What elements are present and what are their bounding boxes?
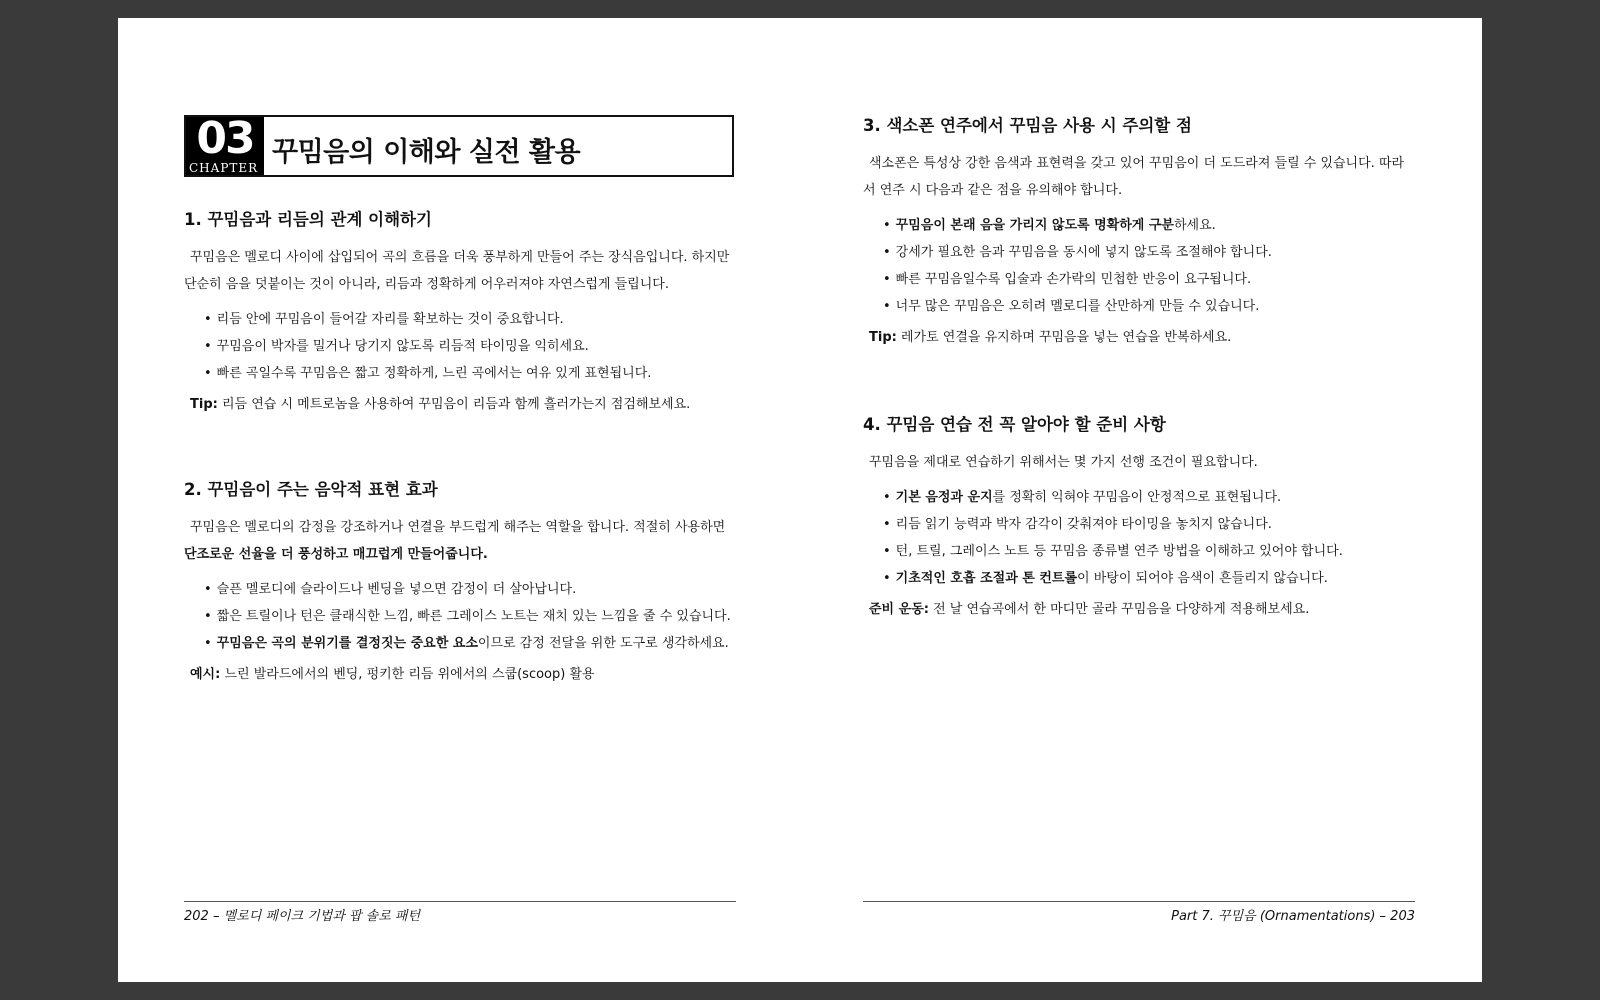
item-emphasis: 기초적인 호흡 조절과 톤 컨트롤 (895, 571, 1078, 586)
paragraph-emphasis: 단조로운 선율을 더 풍성하고 매끄럽게 만들어줍니다. (184, 547, 488, 562)
example-text: 느린 발라드에서의 벤딩, 펑키한 리듬 위에서의 스쿱(scoop) 활용 (220, 667, 595, 682)
item-text: 이 바탕이 되어야 음색이 흔들리지 않습니다. (1077, 571, 1328, 586)
list-item: • 꾸밈음이 박자를 밀거나 당기지 않도록 리듬적 타이밍을 익히세요. (204, 333, 736, 360)
example-label: 예시: (190, 667, 221, 682)
tip-text: 레가토 연결을 유지하며 꾸밈음을 넣는 연습을 반복하세요. (896, 330, 1232, 345)
bullet-list (863, 212, 1415, 320)
book-spread (118, 18, 1482, 982)
list-item: • 너무 많은 꾸밈음은 오히려 멜로디를 산만하게 만들 수 있습니다. (883, 293, 1415, 320)
prep-label: 준비 운동: (869, 602, 929, 617)
list-item: • 리듬 안에 꾸밈음이 들어갈 자리를 확보하는 것이 중요합니다. (204, 306, 736, 333)
footer-divider (863, 901, 1415, 902)
bullet-list (184, 576, 736, 657)
section-heading: 3. 색소폰 연주에서 꾸밈음 사용 시 주의할 점 (863, 116, 1192, 135)
bullet-list (184, 306, 736, 387)
list-item (883, 565, 1415, 592)
item-emphasis: 기본 음정과 운지 (895, 490, 993, 505)
tip-label: Tip: (190, 397, 218, 412)
section-heading: 1. 꾸밈음과 리듬의 관계 이해하기 (184, 210, 432, 229)
prep-text: 전 날 연습곡에서 한 마디만 골라 꾸밈음을 다양하게 적용해보세요. (928, 602, 1310, 617)
page-footer-left: 202 – 멜로디 페이크 기법과 팝 솔로 패턴 (184, 909, 421, 924)
section-heading: 4. 꾸밈음 연습 전 꼭 알아야 할 준비 사항 (863, 415, 1166, 434)
list-item: • 리듬 읽기 능력과 박자 감각이 갖춰져야 타이밍을 놓치지 않습니다. (883, 511, 1415, 538)
list-item: • 슬픈 멜로디에 슬라이드나 벤딩을 넣으면 감정이 더 살아납니다. (204, 576, 736, 603)
list-item: • 빠른 꾸밈음일수록 입술과 손가락의 민첩한 반응이 요구됩니다. (883, 266, 1415, 293)
item-text: 하세요. (1174, 218, 1216, 233)
section-4 (863, 411, 1415, 623)
item-emphasis: 꾸밈음은 곡의 분위기를 결정짓는 중요한 요소 (216, 636, 478, 651)
section-3 (863, 112, 1415, 351)
item-text: 를 정확히 익혀야 꾸밈음이 안정적으로 표현됩니다. (992, 490, 1282, 505)
list-item (883, 212, 1415, 239)
tip-label: Tip: (869, 330, 897, 345)
tip-text: 리듬 연습 시 메트로놈을 사용하여 꾸밈음이 리듬과 함께 흘러가는지 점검해보세요. (217, 397, 691, 412)
list-item: • 턴, 트릴, 그레이스 노트 등 꾸밈음 종류별 연주 방법을 이해하고 있어야 합니다. (883, 538, 1415, 565)
list-item: • 강세가 필요한 음과 꾸밈음을 동시에 넣지 않도록 조절해야 합니다. (883, 239, 1415, 266)
list-item: • 빠른 곡일수록 꾸밈음은 짧고 정확하게, 느린 곡에서는 여유 있게 표현됩니다. (204, 360, 736, 387)
chapter-badge (186, 113, 264, 175)
page-footer-right: Part 7. 꾸밈음 (Ornamentations) – 203 (1171, 909, 1415, 924)
section-paragraph: 색소폰은 특성상 강한 음색과 표현력을 갖고 있어 꾸밈음이 더 도드라져 들릴 수 있습니다. 따라서 연주 시 다음과 같은 점을 유의해야 합니다. (863, 156, 1405, 198)
section-2 (184, 476, 736, 688)
tip-line (190, 391, 736, 418)
section-1 (184, 206, 736, 418)
bullet-list (863, 484, 1415, 592)
list-item (883, 484, 1415, 511)
chapter-label: CHAPTER (189, 161, 259, 175)
chapter-header (184, 115, 734, 177)
chapter-title: 꾸밈음의 이해와 실전 활용 (272, 137, 581, 168)
section-heading: 2. 꾸밈음이 주는 음악적 표현 효과 (184, 480, 438, 499)
section-paragraph (184, 514, 736, 568)
tip-line (869, 324, 1415, 351)
prep-line (869, 596, 1415, 623)
item-text: 이므로 감정 전달을 위한 도구로 생각하세요. (477, 636, 729, 651)
item-emphasis: 꾸밈음이 본래 음을 가리지 않도록 명확하게 구분 (895, 218, 1174, 233)
chapter-number: 03 (196, 113, 254, 164)
section-paragraph: 꾸밈음은 멜로디 사이에 삽입되어 곡의 흐름을 더욱 풍부하게 만들어 주는 장식음입니다. 하지만 단순히 음을 덧붙이는 것이 아니라, 리듬과 정확하게 어우러져야 자연스럽게 들립니다. (184, 250, 730, 292)
example-line (190, 661, 736, 688)
footer-divider (184, 901, 736, 902)
paragraph-text: 꾸밈음은 멜로디의 감정을 강조하거나 연결을 부드럽게 해주는 역할을 합니다. 적절히 사용하면 (190, 520, 726, 535)
section-paragraph: 꾸밈음을 제대로 연습하기 위해서는 몇 가지 선행 조건이 필요합니다. (869, 455, 1258, 470)
list-item: • 짧은 트릴이나 턴은 클래식한 느낌, 빠른 그레이스 노트는 재치 있는 느낌을 줄 수 있습니다. (204, 603, 736, 630)
list-item (204, 630, 736, 657)
